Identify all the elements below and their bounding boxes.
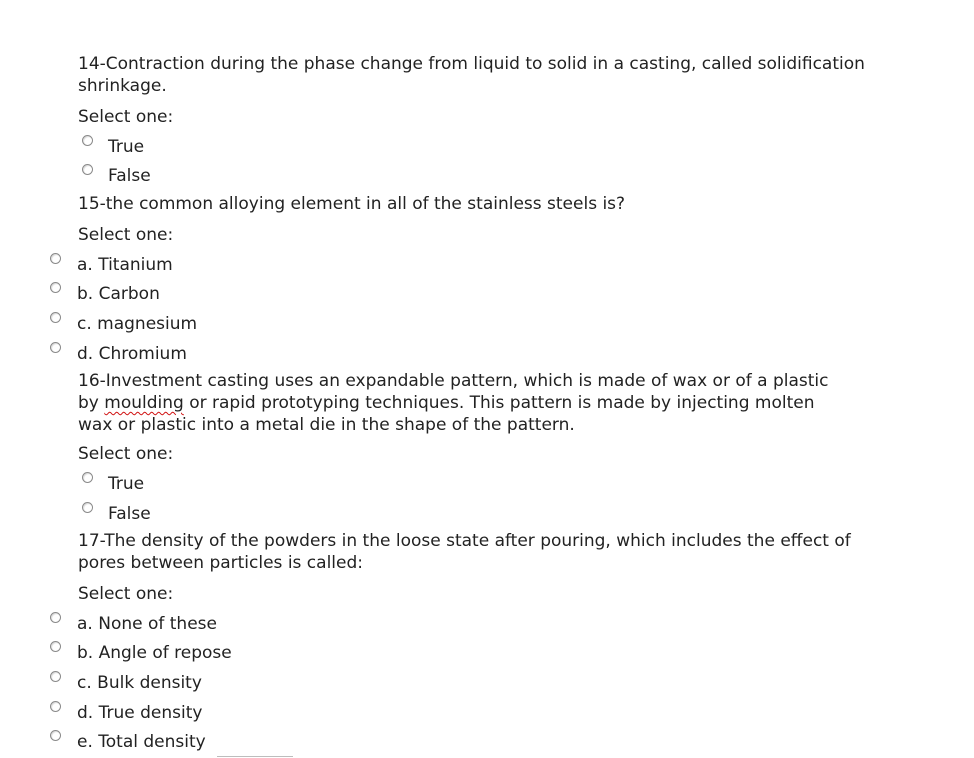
question-17-radio-d[interactable] — [50, 701, 61, 712]
question-17-radio-e[interactable] — [50, 730, 61, 741]
question-16-text — [78, 370, 878, 436]
question-15-text: 15-the common alloying element in all of the stainless steels is? — [78, 194, 626, 214]
question-15-option-a: a. Titanium — [77, 255, 173, 275]
question-17-option-c: c. Bulk density — [77, 673, 202, 693]
question-16-line-2-pre: by — [78, 393, 105, 413]
question-16-select-one: Select one: — [78, 444, 174, 464]
question-17-option-d: d. True density — [77, 703, 203, 723]
answer-blank-line — [217, 756, 293, 757]
question-15-radio-a[interactable] — [50, 253, 61, 264]
question-17-option-e: e. Total density — [77, 732, 206, 752]
question-17-select-one: Select one: — [78, 584, 174, 604]
question-14-option-true: True — [108, 137, 145, 157]
question-16-option-false: False — [108, 504, 151, 524]
question-15-option-c: c. magnesium — [77, 314, 198, 334]
question-16-line-2-post: or rapid prototyping techniques. This pattern is made by injecting molten — [183, 393, 815, 413]
question-15-option-b: b. Carbon — [77, 284, 160, 304]
question-16-radio-true[interactable] — [82, 472, 93, 483]
question-17-option-b: b. Angle of repose — [77, 643, 232, 663]
question-17-radio-a[interactable] — [50, 612, 61, 623]
question-16-line-2 — [78, 392, 878, 414]
question-16-misspelled-word: moulding — [104, 393, 184, 413]
question-14-radio-true[interactable] — [82, 135, 93, 146]
question-17-option-a: a. None of these — [77, 614, 217, 634]
question-15-select-one: Select one: — [78, 225, 174, 245]
question-16-radio-false[interactable] — [82, 502, 93, 513]
question-15-option-d: d. Chromium — [77, 344, 187, 364]
question-15-radio-c[interactable] — [50, 312, 61, 323]
question-15-radio-b[interactable] — [50, 282, 61, 293]
question-14-radio-false[interactable] — [82, 164, 93, 175]
question-15-radio-d[interactable] — [50, 342, 61, 353]
question-16-line-1: 16-Investment casting uses an expandable pattern, which is made of wax or of a plastic — [78, 371, 829, 391]
question-16-line-3: wax or plastic into a metal die in the shape of the pattern. — [78, 415, 575, 435]
question-14-option-false: False — [108, 166, 151, 186]
question-14-select-one: Select one: — [78, 107, 174, 127]
question-17-radio-b[interactable] — [50, 641, 61, 652]
question-14-text: 14-Contraction during the phase change from liquid to solid in a casting, called solidification shrinkage. — [78, 54, 865, 96]
question-17-text: 17-The density of the powders in the loose state after pouring, which includes the effect of pores between particles is called: — [78, 531, 851, 573]
question-16-option-true: True — [108, 474, 145, 494]
question-17-radio-c[interactable] — [50, 671, 61, 682]
